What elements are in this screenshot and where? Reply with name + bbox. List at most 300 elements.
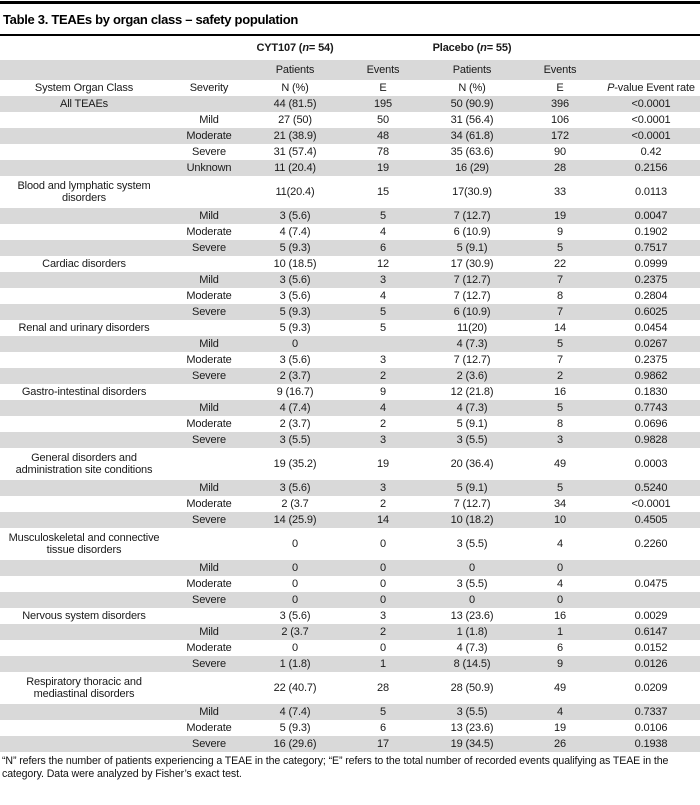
organ-cell bbox=[0, 720, 168, 736]
group-placebo-post: = 55) bbox=[486, 41, 512, 54]
placebo-events-cell: 19 bbox=[554, 721, 566, 734]
table-row bbox=[0, 592, 700, 608]
organ-cell bbox=[0, 208, 168, 224]
table-row bbox=[0, 720, 700, 736]
colheader-cyt-npct: N (%) bbox=[281, 81, 309, 94]
placebo-events-cell: 7 bbox=[557, 273, 563, 286]
severity-cell: Mild bbox=[199, 481, 219, 494]
organ-cell bbox=[0, 288, 168, 304]
cyt-patients-cell: 5 (9.3) bbox=[279, 241, 311, 254]
header-spacer bbox=[0, 36, 168, 60]
placebo-patients-cell: 1 (1.8) bbox=[456, 625, 488, 638]
pvalue-cell: 0.1938 bbox=[634, 737, 668, 750]
severity-cell: Unknown bbox=[186, 161, 232, 174]
placebo-patients-cell: 3 (5.5) bbox=[456, 705, 488, 718]
cyt-patients-cell: 0 bbox=[292, 337, 298, 350]
cyt-patients-cell: 11 (20.4) bbox=[274, 161, 316, 174]
organ-cell: Blood and lymphatic system disorders bbox=[17, 179, 151, 204]
pvalue-cell: 0.0696 bbox=[634, 417, 668, 430]
placebo-events-cell: 9 bbox=[557, 225, 563, 238]
table-row bbox=[0, 304, 700, 320]
placebo-events-cell: 10 bbox=[554, 513, 566, 526]
pvalue-cell: 0.5240 bbox=[634, 481, 668, 494]
cyt-patients-cell: 3 (5.6) bbox=[279, 609, 311, 622]
cyt-patients-cell: 44 (81.5) bbox=[273, 97, 317, 110]
pvalue-cell: 0.2375 bbox=[634, 353, 668, 366]
cyt-patients-cell: 0 bbox=[292, 577, 298, 590]
placebo-patients-cell: 7 (12.7) bbox=[453, 209, 491, 222]
organ-cell: Nervous system disorders bbox=[22, 609, 146, 622]
table-row bbox=[0, 208, 700, 224]
table-title: Table 3. TEAEs by organ class – safety population bbox=[3, 12, 298, 27]
placebo-patients-cell: 16 (29) bbox=[455, 161, 489, 174]
cyt-events-cell: 5 bbox=[380, 209, 386, 222]
placebo-patients-cell: 35 (63.6) bbox=[450, 145, 494, 158]
cyt-events-cell: 19 bbox=[377, 457, 389, 470]
organ-cell bbox=[0, 128, 168, 144]
placebo-patients-cell: 8 (14.5) bbox=[453, 657, 491, 670]
cyt-events-cell: 6 bbox=[380, 241, 386, 254]
cyt-patients-cell: 4 (7.4) bbox=[279, 705, 311, 718]
placebo-patients-cell: 6 (10.9) bbox=[453, 225, 491, 238]
table-row bbox=[0, 288, 700, 304]
cyt-patients-cell: 3 (5.6) bbox=[279, 289, 311, 302]
header-spacer bbox=[168, 36, 250, 60]
severity-cell: Moderate bbox=[186, 353, 232, 366]
cyt-events-cell: 3 bbox=[380, 273, 386, 286]
placebo-events-cell: 6 bbox=[557, 641, 563, 654]
group-cyt107-pre: CYT107 ( bbox=[256, 41, 303, 54]
organ-cell bbox=[0, 736, 168, 752]
organ-cell: All TEAEs bbox=[60, 97, 108, 110]
cyt-events-cell bbox=[340, 336, 426, 352]
organ-cell bbox=[0, 352, 168, 368]
cyt-events-cell: 14 bbox=[377, 513, 389, 526]
cyt-events-cell: 4 bbox=[380, 289, 386, 302]
cyt-patients-cell: 0 bbox=[292, 561, 298, 574]
organ-cell bbox=[0, 400, 168, 416]
table-row bbox=[0, 704, 700, 720]
header-spacer bbox=[602, 36, 700, 60]
organ-cell: Respiratory thoracic and mediastinal disorders bbox=[26, 675, 142, 700]
cyt-patients-cell: 3 (5.6) bbox=[279, 209, 311, 222]
organ-cell bbox=[0, 496, 168, 512]
pvalue-cell: 0.2260 bbox=[634, 537, 668, 550]
cyt-events-cell: 2 bbox=[380, 369, 386, 382]
cyt-patients-cell: 16 (29.6) bbox=[273, 737, 317, 750]
header-spacer bbox=[168, 60, 250, 80]
pvalue-cell: 0.0454 bbox=[634, 321, 668, 334]
severity-cell: Severe bbox=[192, 657, 226, 670]
severity-cell bbox=[168, 320, 250, 336]
pvalue-cell: 0.1830 bbox=[634, 385, 668, 398]
placebo-events-cell: 5 bbox=[557, 337, 563, 350]
severity-cell: Moderate bbox=[186, 129, 232, 142]
pvalue-cell: 0.6025 bbox=[634, 305, 668, 318]
cyt-patients-cell: 0 bbox=[292, 641, 298, 654]
placebo-events-cell: 2 bbox=[557, 369, 563, 382]
group-label-placebo bbox=[426, 36, 518, 60]
table-row bbox=[0, 736, 700, 752]
group-placebo-n: n bbox=[480, 41, 487, 54]
cyt-events-cell: 3 bbox=[380, 353, 386, 366]
severity-cell: Mild bbox=[199, 209, 219, 222]
placebo-patients-cell: 34 (61.8) bbox=[450, 129, 494, 142]
table-row bbox=[0, 368, 700, 384]
cyt-patients-cell: 14 (25.9) bbox=[273, 513, 317, 526]
table-row bbox=[0, 480, 700, 496]
header-spacer bbox=[340, 36, 426, 60]
cyt-patients-cell: 0 bbox=[292, 593, 298, 606]
cyt-events-cell: 3 bbox=[380, 433, 386, 446]
cyt-events-cell: 17 bbox=[377, 737, 389, 750]
teae-table bbox=[0, 36, 700, 752]
header-spacer bbox=[0, 60, 168, 80]
placebo-patients-cell: 11(20) bbox=[456, 321, 488, 334]
severity-cell: Mild bbox=[199, 625, 219, 638]
group-label-cyt107 bbox=[250, 36, 340, 60]
header-sub-row bbox=[0, 60, 700, 80]
placebo-patients-cell: 7 (12.7) bbox=[453, 497, 491, 510]
cyt-patients-cell: 1 (1.8) bbox=[279, 657, 311, 670]
severity-cell: Mild bbox=[199, 337, 219, 350]
colheader-organ: System Organ Class bbox=[34, 81, 134, 94]
table-row bbox=[0, 272, 700, 288]
cyt-events-cell: 4 bbox=[380, 401, 386, 414]
placebo-patients-cell: 5 (9.1) bbox=[456, 241, 488, 254]
organ-cell: General disorders and administration site conditions bbox=[15, 451, 153, 476]
placebo-events-cell: 396 bbox=[551, 97, 569, 110]
placebo-events-cell: 16 bbox=[554, 609, 566, 622]
group-placebo-pre: Placebo ( bbox=[432, 41, 481, 54]
placebo-patients-cell: 13 (23.6) bbox=[450, 721, 494, 734]
group-cyt107-n: n bbox=[302, 41, 309, 54]
pvalue-cell: 0.4505 bbox=[634, 513, 668, 526]
severity-cell bbox=[168, 672, 250, 704]
placebo-events-cell: 49 bbox=[554, 457, 566, 470]
severity-cell: Mild bbox=[199, 401, 219, 414]
organ-cell bbox=[0, 272, 168, 288]
placebo-patients-cell: 13 (23.6) bbox=[450, 609, 494, 622]
table-row bbox=[0, 352, 700, 368]
placebo-events-cell: 5 bbox=[557, 401, 563, 414]
colheader-pvalue bbox=[602, 80, 700, 96]
organ-cell bbox=[0, 576, 168, 592]
cyt-events-cell: 28 bbox=[377, 681, 389, 694]
organ-cell bbox=[0, 656, 168, 672]
pvalue-cell: 0.0209 bbox=[634, 681, 668, 694]
table-row bbox=[0, 336, 700, 352]
cyt-patients-cell: 2 (3.7) bbox=[279, 417, 311, 430]
organ-cell bbox=[0, 704, 168, 720]
pvalue-cell: 0.7337 bbox=[634, 705, 668, 718]
organ-cell: Gastro-intestinal disorders bbox=[21, 385, 147, 398]
pvalue-cell: 0.0126 bbox=[634, 657, 668, 670]
placebo-events-cell: 19 bbox=[554, 209, 566, 222]
severity-cell: Moderate bbox=[186, 417, 232, 430]
cyt-events-cell: 78 bbox=[377, 145, 389, 158]
table-row bbox=[0, 512, 700, 528]
organ-cell bbox=[0, 432, 168, 448]
placebo-events-cell: 3 bbox=[557, 433, 563, 446]
table-row bbox=[0, 240, 700, 256]
placebo-patients-cell: 17 (30.9) bbox=[450, 257, 494, 270]
pvalue-cell: 0.0029 bbox=[634, 609, 668, 622]
cyt-events-cell: 0 bbox=[380, 577, 386, 590]
severity-cell: Severe bbox=[192, 737, 226, 750]
colheader-severity: Severity bbox=[189, 81, 229, 94]
organ-cell bbox=[0, 304, 168, 320]
placebo-patients-cell: 10 (18.2) bbox=[450, 513, 494, 526]
cyt-patients-cell: 3 (5.6) bbox=[279, 481, 311, 494]
table-row bbox=[0, 576, 700, 592]
cyt-patients-cell: 2 (3.7) bbox=[279, 369, 311, 382]
organ-cell bbox=[0, 144, 168, 160]
pvalue-cell bbox=[602, 560, 700, 576]
placebo-events-cell: 33 bbox=[554, 185, 566, 198]
table-row bbox=[0, 608, 700, 624]
placebo-patients-cell: 0 bbox=[469, 593, 475, 606]
placebo-events-cell: 7 bbox=[557, 305, 563, 318]
placebo-patients-cell: 2 (3.6) bbox=[456, 369, 488, 382]
pvalue-cell: <0.0001 bbox=[631, 497, 671, 510]
cyt-patients-cell: 10 (18.5) bbox=[273, 257, 317, 270]
organ-cell bbox=[0, 560, 168, 576]
placebo-events-cell: 22 bbox=[554, 257, 566, 270]
table-row bbox=[0, 96, 700, 112]
organ-cell bbox=[0, 416, 168, 432]
placebo-events-cell: 26 bbox=[554, 737, 566, 750]
placebo-events-cell: 0 bbox=[557, 561, 563, 574]
organ-cell bbox=[0, 368, 168, 384]
severity-cell: Severe bbox=[192, 305, 226, 318]
table-row bbox=[0, 112, 700, 128]
severity-cell: Mild bbox=[199, 273, 219, 286]
placebo-events-cell: 28 bbox=[554, 161, 566, 174]
cyt-patients-cell: 3 (5.5) bbox=[279, 433, 311, 446]
cyt-patients-cell: 5 (9.3) bbox=[279, 721, 311, 734]
cyt-events-cell: 6 bbox=[380, 721, 386, 734]
placebo-patients-cell: 20 (36.4) bbox=[450, 457, 494, 470]
table-footnote: “N” refers the number of patients experiencing a TEAE in the category; “E” refers to the total number of recorded events qualifying as TEAE in the category. Data were analyzed by Fisher’s exact test. bbox=[2, 755, 669, 781]
subheader-events-placebo: Events bbox=[543, 63, 577, 76]
cyt-patients-cell: 3 (5.6) bbox=[279, 273, 311, 286]
pvalue-cell: 0.9828 bbox=[634, 433, 668, 446]
severity-cell bbox=[168, 96, 250, 112]
cyt-patients-cell: 3 (5.6) bbox=[279, 353, 311, 366]
severity-cell: Severe bbox=[192, 145, 226, 158]
placebo-events-cell: 14 bbox=[554, 321, 566, 334]
cyt-events-cell: 9 bbox=[380, 385, 386, 398]
organ-cell bbox=[0, 112, 168, 128]
cyt-events-cell: 3 bbox=[380, 609, 386, 622]
severity-cell bbox=[168, 528, 250, 560]
cyt-patients-cell: 31 (57.4) bbox=[273, 145, 317, 158]
placebo-patients-cell: 12 (21.8) bbox=[450, 385, 494, 398]
pvalue-cell bbox=[602, 592, 700, 608]
severity-cell: Severe bbox=[192, 241, 226, 254]
table-row bbox=[0, 496, 700, 512]
pvalue-cell: 0.0106 bbox=[634, 721, 668, 734]
pvalue-cell: 0.1902 bbox=[634, 225, 668, 238]
severity-cell bbox=[168, 176, 250, 208]
pvalue-cell: <0.0001 bbox=[631, 113, 671, 126]
placebo-patients-cell: 6 (10.9) bbox=[453, 305, 491, 318]
cyt-patients-cell: 5 (9.3) bbox=[279, 305, 311, 318]
cyt-patients-cell: 21 (38.9) bbox=[273, 129, 317, 142]
cyt-events-cell: 5 bbox=[380, 305, 386, 318]
pvalue-cell: 0.2804 bbox=[634, 289, 668, 302]
table-row bbox=[0, 432, 700, 448]
cyt-events-cell: 0 bbox=[380, 641, 386, 654]
placebo-events-cell: 16 bbox=[554, 385, 566, 398]
cyt-patients-cell: 0 bbox=[292, 537, 298, 550]
pvalue-cell: 0.0267 bbox=[634, 337, 668, 350]
placebo-patients-cell: 7 (12.7) bbox=[453, 289, 491, 302]
table-row bbox=[0, 384, 700, 400]
cyt-events-cell: 12 bbox=[377, 257, 389, 270]
severity-cell: Mild bbox=[199, 705, 219, 718]
placebo-events-cell: 34 bbox=[554, 497, 566, 510]
cyt-events-cell: 0 bbox=[380, 537, 386, 550]
pvalue-cell: 0.0113 bbox=[635, 185, 667, 198]
header-spacer bbox=[602, 60, 700, 80]
cyt-patients-cell: 27 (50) bbox=[278, 113, 312, 126]
cyt-events-cell: 19 bbox=[377, 161, 389, 174]
table-row bbox=[0, 672, 700, 704]
organ-cell bbox=[0, 240, 168, 256]
severity-cell: Severe bbox=[192, 369, 226, 382]
cyt-events-cell: 2 bbox=[380, 417, 386, 430]
table-row bbox=[0, 160, 700, 176]
severity-cell: Moderate bbox=[186, 577, 232, 590]
subheader-patients-cyt107: Patients bbox=[275, 63, 315, 76]
table-row bbox=[0, 560, 700, 576]
cyt-events-cell: 0 bbox=[380, 593, 386, 606]
severity-cell: Severe bbox=[192, 433, 226, 446]
cyt-patients-cell: 5 (9.3) bbox=[279, 321, 311, 334]
severity-cell: Moderate bbox=[186, 225, 232, 238]
table-row bbox=[0, 224, 700, 240]
subheader-patients-placebo: Patients bbox=[452, 63, 492, 76]
pvalue-rest: -value Event rate bbox=[614, 81, 695, 94]
severity-cell: Mild bbox=[199, 561, 219, 574]
cyt-events-cell: 195 bbox=[374, 97, 392, 110]
table-row bbox=[0, 400, 700, 416]
pvalue-cell: 0.2156 bbox=[634, 161, 668, 174]
cyt-patients-cell: 9 (16.7) bbox=[276, 385, 314, 398]
severity-cell bbox=[168, 384, 250, 400]
table-row bbox=[0, 128, 700, 144]
table-body bbox=[0, 96, 700, 752]
organ-cell bbox=[0, 640, 168, 656]
cyt-patients-cell: 22 (40.7) bbox=[273, 681, 317, 694]
placebo-patients-cell: 3 (5.5) bbox=[456, 537, 488, 550]
placebo-patients-cell: 4 (7.3) bbox=[456, 401, 488, 414]
organ-cell bbox=[0, 592, 168, 608]
table-row bbox=[0, 144, 700, 160]
organ-cell bbox=[0, 624, 168, 640]
placebo-events-cell: 9 bbox=[557, 657, 563, 670]
placebo-events-cell: 5 bbox=[557, 241, 563, 254]
placebo-patients-cell: 19 (34.5) bbox=[450, 737, 494, 750]
severity-cell: Mild bbox=[199, 113, 219, 126]
table-row bbox=[0, 416, 700, 432]
placebo-patients-cell: 4 (7.3) bbox=[456, 337, 488, 350]
placebo-events-cell: 1 bbox=[557, 625, 563, 638]
placebo-patients-cell: 7 (12.7) bbox=[453, 353, 491, 366]
pvalue-cell: 0.42 bbox=[640, 145, 662, 158]
table-row bbox=[0, 176, 700, 208]
placebo-patients-cell: 17(30.9) bbox=[452, 185, 492, 198]
subheader-events-cyt107: Events bbox=[366, 63, 400, 76]
organ-cell bbox=[0, 224, 168, 240]
cyt-events-cell: 2 bbox=[380, 497, 386, 510]
severity-cell bbox=[168, 608, 250, 624]
pvalue-cell: <0.0001 bbox=[631, 97, 671, 110]
organ-cell bbox=[0, 336, 168, 352]
cyt-events-cell: 48 bbox=[377, 129, 389, 142]
placebo-patients-cell: 3 (5.5) bbox=[456, 433, 488, 446]
pvalue-p: P bbox=[607, 81, 615, 94]
severity-cell: Severe bbox=[192, 593, 226, 606]
header-spacer bbox=[518, 36, 602, 60]
table-row bbox=[0, 640, 700, 656]
placebo-events-cell: 8 bbox=[557, 417, 563, 430]
organ-cell: Cardiac disorders bbox=[42, 257, 126, 270]
table-row bbox=[0, 448, 700, 480]
organ-cell bbox=[0, 160, 168, 176]
table-row bbox=[0, 528, 700, 560]
cyt-patients-cell: 4 (7.4) bbox=[279, 225, 311, 238]
table-row bbox=[0, 624, 700, 640]
header-group-row bbox=[0, 36, 700, 60]
severity-cell: Severe bbox=[192, 513, 226, 526]
placebo-events-cell: 4 bbox=[557, 577, 563, 590]
severity-cell: Moderate bbox=[186, 641, 232, 654]
cyt-events-cell: 1 bbox=[380, 657, 386, 670]
cyt-patients-cell: 11(20.4) bbox=[275, 185, 315, 198]
placebo-patients-cell: 5 (9.1) bbox=[456, 481, 488, 494]
cyt-events-cell: 50 bbox=[377, 113, 389, 126]
placebo-patients-cell: 5 (9.1) bbox=[456, 417, 488, 430]
placebo-patients-cell: 50 (90.9) bbox=[450, 97, 494, 110]
cyt-patients-cell: 19 (35.2) bbox=[273, 457, 317, 470]
cyt-events-cell: 0 bbox=[380, 561, 386, 574]
pvalue-cell: 0.7517 bbox=[634, 241, 668, 254]
placebo-events-cell: 49 bbox=[554, 681, 566, 694]
placebo-events-cell: 8 bbox=[557, 289, 563, 302]
placebo-patients-cell: 31 (56.4) bbox=[450, 113, 494, 126]
placebo-events-cell: 4 bbox=[557, 705, 563, 718]
cyt-events-cell: 5 bbox=[380, 321, 386, 334]
placebo-patients-cell: 3 (5.5) bbox=[456, 577, 488, 590]
organ-cell: Musculoskeletal and connective tissue disorders bbox=[8, 531, 160, 556]
colheader-placebo-npct: N (%) bbox=[458, 81, 486, 94]
severity-cell: Moderate bbox=[186, 289, 232, 302]
placebo-events-cell: 0 bbox=[557, 593, 563, 606]
cyt-events-cell: 15 bbox=[377, 185, 389, 198]
pvalue-cell: 0.2375 bbox=[634, 273, 668, 286]
cyt-events-cell: 4 bbox=[380, 225, 386, 238]
severity-cell: Moderate bbox=[186, 497, 232, 510]
placebo-patients-cell: 7 (12.7) bbox=[453, 273, 491, 286]
colheader-placebo-e: E bbox=[556, 81, 564, 94]
pvalue-cell: 0.0152 bbox=[634, 641, 668, 654]
table-row bbox=[0, 656, 700, 672]
severity-cell bbox=[168, 256, 250, 272]
placebo-events-cell: 5 bbox=[557, 481, 563, 494]
